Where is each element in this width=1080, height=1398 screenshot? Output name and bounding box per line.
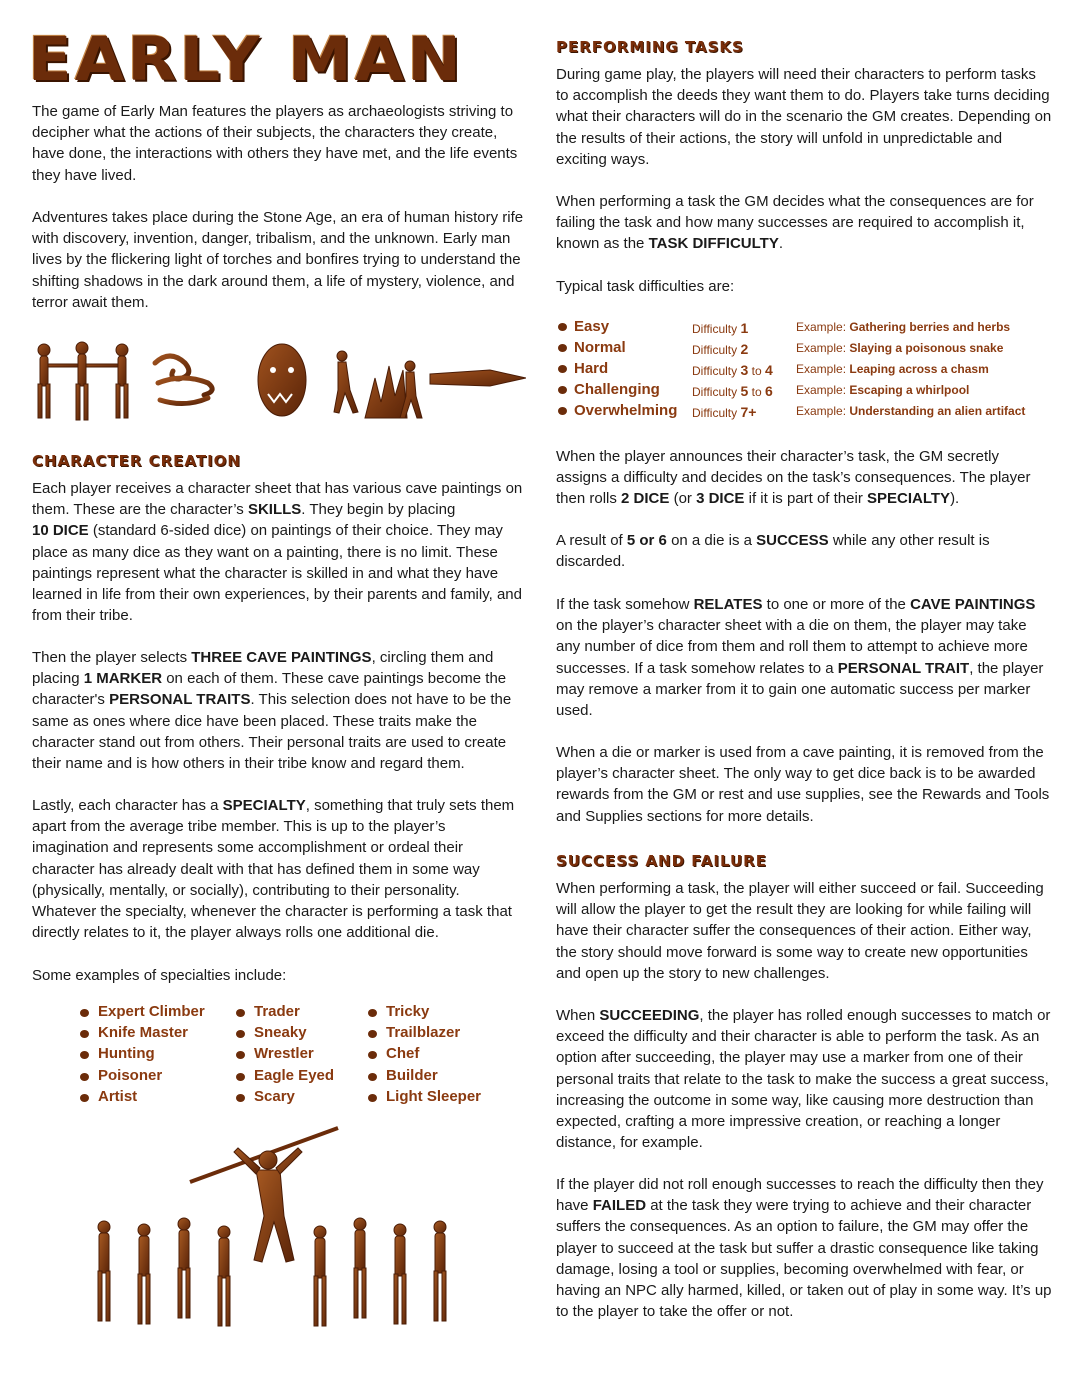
list-item: Chef (368, 1045, 481, 1066)
table-row: Overwhelming Difficulty 7+ Example: Understanding an alien artifact (556, 402, 1046, 423)
specialties-intro: Some examples of specialties include: (32, 967, 287, 984)
performing-tasks-paragraph-7: When a die or marker is used from a cave painting, it is removed from the player’s character sheet. The only way to get dice back is to be awarded rewards from the GM or rest and use supplies, see the Rewards and Tools and Supplies sections for more details. (556, 744, 1050, 825)
bullet-icon (558, 344, 567, 352)
intro-paragraph-1: The game of Early Man features the players as archaeologists striving to decipher what the actions of their subjects, the characters they create, have done, the interactions with others they have met, and the life events they have lived. (32, 103, 518, 184)
bullet-icon (80, 1030, 89, 1038)
bullet-icon (80, 1094, 89, 1102)
performing-tasks-paragraph-4: When the player announces their character’s task, the GM secretly assigns a difficulty and decides on the task’s consequences. The player then rolls 2 DICE (or 3 DICE if it is part of their SPECIALTY). (556, 448, 1031, 508)
list-item: Scary (236, 1088, 334, 1109)
bullet-icon (368, 1030, 377, 1038)
bullet-icon (236, 1094, 245, 1102)
list-item: Wrestler (236, 1045, 334, 1066)
bullet-icon (80, 1051, 89, 1059)
bullet-icon (368, 1051, 377, 1059)
character-creation-paragraph-3: Lastly, each character has a SPECIALTY, something that truly sets them apart from the average tribe member. This is up to the player’s imagination and represents some accomplishment or ordeal their character has already dealt with that has defined them in some way (physically, mentally, or socially), contributing to their personality. Whatever the specialty, whenever the character is performing a task that directly relates to it, the player always rolls one additional die. (32, 797, 515, 942)
list-item: Builder (368, 1067, 481, 1088)
list-item: Trader (236, 1003, 334, 1024)
bullet-icon (236, 1051, 245, 1059)
list-item: Artist (80, 1088, 205, 1109)
tribe-cave-painting (80, 1124, 480, 1334)
specialty-list-3 (368, 1003, 481, 1109)
bullet-icon (80, 1009, 89, 1017)
list-item: Expert Climber (80, 1003, 205, 1024)
success-failure-paragraph-3: If the player did not roll enough successes to reach the difficulty then they have FAILED at the task they were trying to achieve and their character suffers the consequences. As an option to failure, the GM may offer the player to succeed at the task but suffer a drastic consequence like taking damage, losing a tool or supplies, becoming overwhelmed with fear, or having an NPC ally harmed, killed, or taken out of play in some way. It’s up to the player to take the offer or not. (556, 1176, 1052, 1321)
success-failure-heading: SUCCESS AND FAILURE (556, 852, 767, 870)
bullet-icon (368, 1009, 377, 1017)
wolf-head-icon (258, 344, 306, 416)
fire-dance-icon (334, 351, 422, 418)
performing-tasks-paragraph-6: If the task somehow RELATES to one or more of the CAVE PAINTINGS on the player’s character sheet with a die on them, the player may take any number of dice from them and roll them to attempt to achieve more successes. If a task somehow relates to a PERSONAL TRAIT, the player may remove a marker from it to gain one automatic success per marker used. (556, 596, 1044, 720)
performing-tasks-heading: PERFORMING TASKS (556, 38, 744, 56)
list-item: Tricky (368, 1003, 481, 1024)
list-item: Eagle Eyed (236, 1067, 334, 1088)
bullet-icon (236, 1009, 245, 1017)
bullet-icon (80, 1073, 89, 1081)
difficulty-table (556, 318, 1046, 423)
list-item: Trailblazer (368, 1024, 481, 1045)
list-item: Hunting (80, 1045, 205, 1066)
table-row: Challenging Difficulty 5 to 6 Example: Escaping a whirlpool (556, 381, 1046, 402)
performing-tasks-paragraph-1: During game play, the players will need their characters to perform tasks to accomplish the deeds they want them to do. Players take turns deciding what their characters will do in the scenario the GM creates. Depending on the results of their actions, the story will unfold in unpredictable and exciting ways. (556, 66, 1052, 168)
character-creation-paragraph-2: Then the player selects THREE CAVE PAINTINGS, circling them and placing 1 MARKER on each of them. These cave paintings become the character's PERSONAL TRAITS. This selection does not have to be the same as ones where dice have been placed. These traits make the character stand out from others. Their personal traits are used to create their name and is how others in their tribe know and regard them. (32, 649, 512, 773)
page-title (28, 24, 498, 96)
list-item: Light Sleeper (368, 1088, 481, 1109)
bullet-icon (558, 386, 567, 394)
success-failure-paragraph-2: When SUCCEEDING, the player has rolled enough successes to match or exceed the difficulty and their character is able to perform the task. As an option after succeeding, the player may use a marker from one of their personal traits that relate to the task to make the success a great success, increasing the outcome in some way, like causing more destruction than expected, crafting a more impressive creation, or reaching a longer distance, for example. (556, 1007, 1051, 1152)
list-item: Knife Master (80, 1024, 205, 1045)
performing-tasks-paragraph-2: When performing a task the GM decides what the consequences are for failing the task and how many successes are required to accomplish it, known as the TASK DIFFICULTY. (556, 193, 1034, 253)
table-row: Normal Difficulty 2 Example: Slaying a poisonous snake (556, 339, 1046, 360)
table-row: Hard Difficulty 3 to 4 Example: Leaping across a chasm (556, 360, 1046, 381)
intro-paragraph-2: Adventures takes place during the Stone Age, an era of human history rife with discovery, invention, danger, tribalism, and the unknown. Early man lives by the flickering light of torches and bonfires trying to understand the shifting shadows in the dark around them, a life of mystery, violence, and terror await them. (32, 209, 524, 311)
tribe-members-icon (98, 1218, 446, 1326)
bullet-icon (236, 1030, 245, 1038)
specialty-list-1 (80, 1003, 205, 1109)
character-creation-heading: CHARACTER CREATION (32, 452, 241, 470)
bullet-icon (236, 1073, 245, 1081)
title-text: EARLY MAN (28, 24, 464, 96)
success-failure-paragraph-1: When performing a task, the player will either succeed or fail. Succeeding will allow the player to get the result they are looking for while failing will have their character suffer the consequences of their action. Either way, the story should move forward is some way to create new opportunities and open up the story to new challenges. (556, 880, 1044, 982)
bullet-icon (558, 323, 567, 331)
table-row: Easy Difficulty 1 Example: Gathering berries and herbs (556, 318, 1046, 339)
list-item: Sneaky (236, 1024, 334, 1045)
bullet-icon (368, 1073, 377, 1081)
three-figures-icon (38, 342, 128, 420)
cave-painting-frieze (30, 338, 526, 422)
spear-tip-icon (430, 370, 526, 386)
bullet-icon (558, 407, 567, 415)
list-item: Poisoner (80, 1067, 205, 1088)
wind-swirl-icon (155, 356, 212, 404)
character-creation-paragraph-1: Each player receives a character sheet that has various cave paintings on them. These are the character’s SKILLS. They begin by placing 10 DICE (standard 6-sided dice) on paintings of their choice. They may place as many dice as they want on a painting, there is no limit. These paintings represent what the character is skilled in and what they have learned in life from their own experiences, by their parents and family, and from their tribe. (32, 480, 523, 625)
difficulties-intro: Typical task difficulties are: (556, 278, 735, 295)
performing-tasks-paragraph-5: A result of 5 or 6 on a die is a SUCCESS while any other result is discarded. (556, 532, 990, 571)
specialty-list-2 (236, 1003, 334, 1109)
bullet-icon (558, 365, 567, 373)
bullet-icon (368, 1094, 377, 1102)
